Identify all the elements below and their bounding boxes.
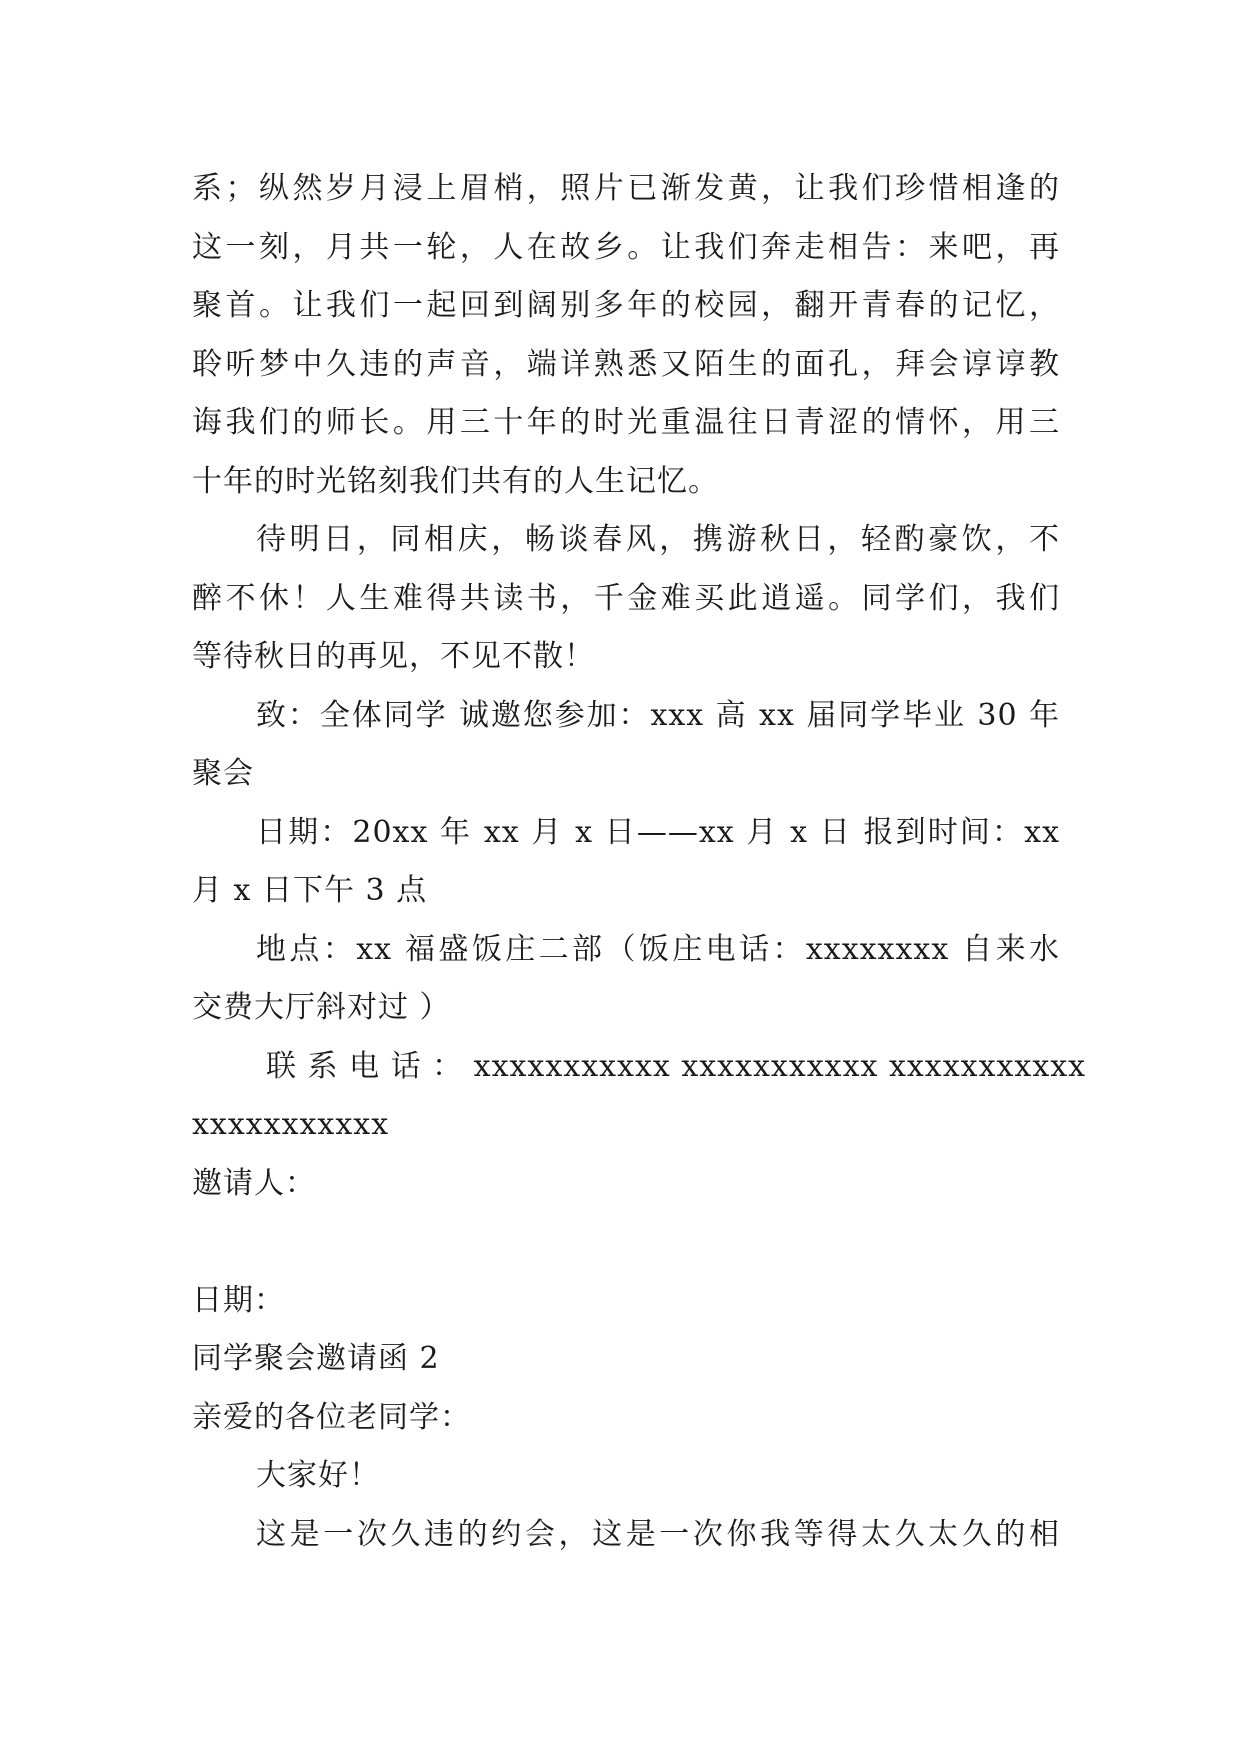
inviter-label: 邀请人： bbox=[192, 1165, 316, 1201]
invitation-recipient-line: 聚会 bbox=[192, 756, 254, 791]
section-title: 同学聚会邀请函 2 bbox=[192, 1341, 440, 1376]
contact-phone-line: 联 系 电 话 ： xxxxxxxxxxx xxxxxxxxxxx xxxxxxxxxxx bbox=[266, 1048, 1087, 1084]
event-location-line: 交费大厅斜对过 ） bbox=[192, 990, 451, 1025]
paragraph-line: 系；纵然岁月浸上眉梢，照片已渐发黄，让我们珍惜相逢的 bbox=[192, 171, 1060, 206]
blank-line bbox=[192, 1213, 1060, 1272]
event-date-line: 日期：20xx 年 xx 月 x 日——xx 月 x 日 报到时间：xx bbox=[256, 814, 1060, 850]
paragraph-line: 聆听梦中久违的声音，端详熟悉又陌生的面孔，拜会谆谆教 bbox=[192, 346, 1060, 382]
date-label: 日期： bbox=[192, 1282, 285, 1318]
event-location-line: 地点：xx 福盛饭庄二部（饭庄电话：xxxxxxxx 自来水 bbox=[256, 931, 1060, 967]
paragraph-line: 等待秋日的再见，不见不散！ bbox=[192, 639, 595, 674]
paragraph-line: 聚首。让我们一起回到阔别多年的校园，翻开青春的记忆， bbox=[192, 288, 1060, 323]
contact-phone-line: xxxxxxxxxxx bbox=[192, 1107, 390, 1142]
greeting: 大家好！ bbox=[256, 1458, 380, 1493]
event-date-line: 月 x 日下午 3 点 bbox=[192, 873, 428, 908]
paragraph-line: 醉不休！人生难得共读书，千金难买此逍遥。同学们，我们 bbox=[192, 580, 1060, 616]
paragraph-line: 十年的时光铭刻我们共有的人生记忆。 bbox=[192, 463, 719, 499]
paragraph-line: 这一刻，月共一轮，人在故乡。让我们奔走相告：来吧，再 bbox=[192, 229, 1060, 265]
paragraph-line: 诲我们的师长。用三十年的时光重温往日青涩的情怀，用三 bbox=[192, 405, 1060, 440]
paragraph-line: 这是一次久违的约会，这是一次你我等得太久太久的相 bbox=[256, 1516, 1060, 1552]
invitation-recipient-line: 致：全体同学 诚邀您参加：xxx 高 xx 届同学毕业 30 年 bbox=[256, 697, 1060, 733]
salutation: 亲爱的各位老同学： bbox=[192, 1399, 471, 1435]
paragraph-line: 待明日，同相庆，畅谈春风，携游秋日，轻酌豪饮，不 bbox=[256, 522, 1060, 557]
document-body bbox=[192, 160, 1087, 1564]
